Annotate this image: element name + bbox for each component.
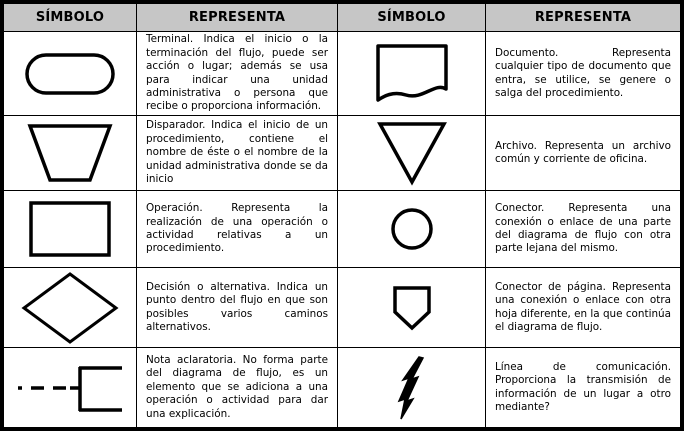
symbol-cell-page-connector — [338, 268, 485, 347]
description-text-connector: Conector. Representa una conexión o enlace de una parte del diagrama de flujo con otra parte lejana del mismo. — [495, 202, 671, 255]
description-text-document: Documento. Representa cualquier tipo de documento que entra, se utilice, se genere o salga del procedimiento. — [495, 46, 671, 99]
symbol-cell-archive — [338, 116, 485, 190]
description-cell — [486, 348, 680, 427]
archive-triangle-icon — [376, 120, 448, 186]
header-simbolo-2: SÍMBOLO — [338, 4, 485, 31]
operation-rectangle-icon — [28, 200, 112, 258]
document-icon — [373, 43, 451, 105]
symbol-cell-note — [4, 348, 136, 427]
description-cell — [137, 268, 337, 347]
description-text-page-connector: Conector de página. Representa una conexión o enlace con otra hoja diferente, en la que continúa el diagrama de flujo. — [495, 280, 671, 333]
trigger-trapezoid-icon — [26, 123, 114, 183]
description-text-terminal: Terminal. Indica el inicio o la terminación del flujo, puede ser acción o lugar; además se usa para indicar una unidad administrativa o persona que recibe o proporciona información. — [146, 33, 328, 113]
description-text-archive: Archivo. Representa un archivo común y corriente de oficina. — [495, 139, 671, 165]
header-representa-1: REPRESENTA — [137, 4, 337, 31]
description-cell — [486, 191, 680, 267]
description-cell — [137, 116, 337, 190]
header-simbolo-1: SÍMBOLO — [4, 4, 136, 31]
header-representa-2: REPRESENTA — [486, 4, 680, 31]
description-cell — [137, 191, 337, 267]
description-cell — [137, 32, 337, 115]
terminal-stadium-icon — [24, 52, 116, 96]
description-text-operation: Operación. Representa la realización de una operación o actividad relativas a un procedimiento. — [146, 202, 328, 255]
symbol-cell-document — [338, 32, 485, 115]
description-cell — [486, 268, 680, 347]
description-cell — [137, 348, 337, 427]
page-connector-pentagon-icon — [392, 285, 432, 331]
description-text-communication: Línea de comunicación. Proporciona la transmisión de información de un lugar a otro mediante? — [495, 360, 671, 413]
communication-bolt-icon — [392, 354, 432, 422]
symbol-cell-decision — [4, 268, 136, 347]
symbol-cell-trigger — [4, 116, 136, 190]
note-bracket-icon — [14, 360, 126, 416]
symbol-cell-operation — [4, 191, 136, 267]
symbol-cell-communication — [338, 348, 485, 427]
description-text-trigger: Disparador. Indica el inicio de un procedimiento, contiene el nombre de éste o el nombre de la unidad administrativa donde se da inicio — [146, 119, 328, 186]
symbol-cell-terminal — [4, 32, 136, 115]
symbol-cell-connector — [338, 191, 485, 267]
connector-circle-icon — [389, 206, 435, 252]
description-text-decision: Decisión o alternativa. Indica un punto dentro del flujo en que son posibles varios caminos alternativos. — [146, 280, 328, 333]
description-text-note: Nota aclaratoria. No forma parte del diagrama de flujo, es un elemento que se adiciona a una operación o actividad para dar una explicación. — [146, 353, 328, 420]
description-cell — [486, 116, 680, 190]
description-cell — [486, 32, 680, 115]
decision-diamond-icon — [20, 270, 120, 346]
